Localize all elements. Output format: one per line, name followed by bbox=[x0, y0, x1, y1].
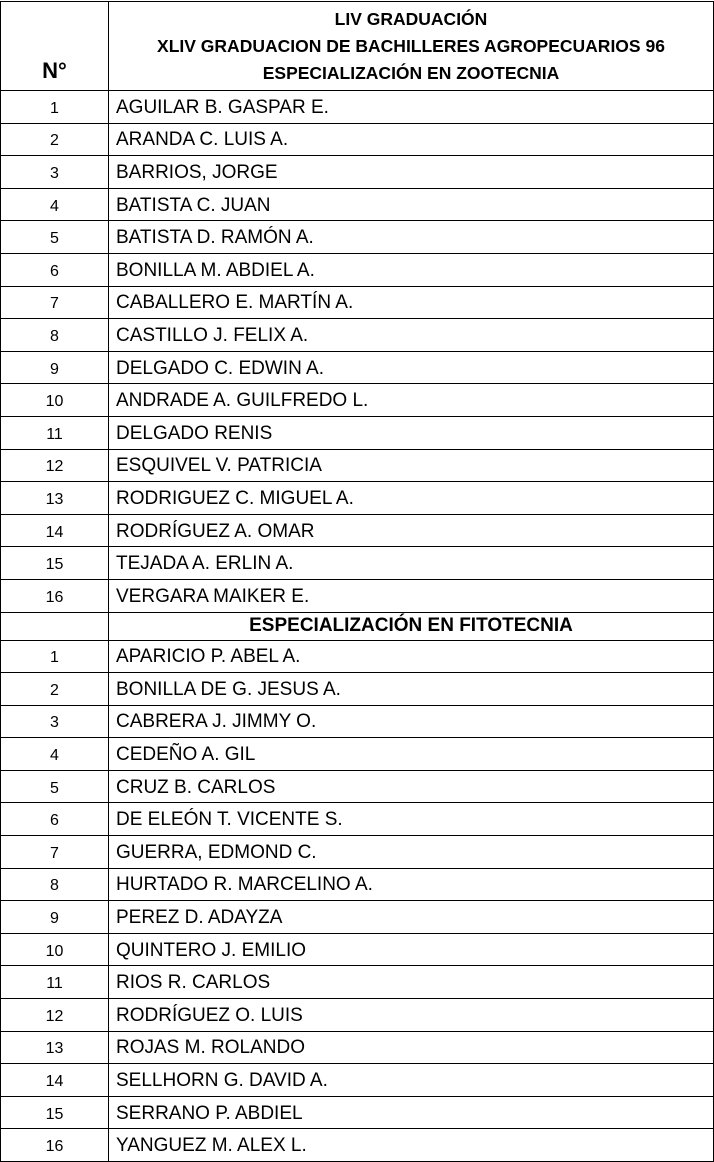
student-row bbox=[1, 384, 714, 417]
student-number: 7 bbox=[1, 836, 109, 869]
student-name: ANDRADE A. GUILFREDO L. bbox=[109, 384, 714, 417]
student-number: 7 bbox=[1, 286, 109, 319]
graduation-table bbox=[0, 1, 714, 1162]
student-name: ROJAS M. ROLANDO bbox=[109, 1031, 714, 1064]
student-row bbox=[1, 933, 714, 966]
student-number: 9 bbox=[1, 351, 109, 384]
student-number: 2 bbox=[1, 123, 109, 156]
section-header-row bbox=[1, 612, 714, 640]
student-row bbox=[1, 1031, 714, 1064]
student-number: 4 bbox=[1, 188, 109, 221]
student-row bbox=[1, 738, 714, 771]
student-number: 5 bbox=[1, 221, 109, 254]
student-row bbox=[1, 999, 714, 1032]
student-row bbox=[1, 91, 714, 124]
student-row bbox=[1, 482, 714, 515]
student-name: RIOS R. CARLOS bbox=[109, 966, 714, 999]
student-name: ARANDA C. LUIS A. bbox=[109, 123, 714, 156]
student-name: CEDEÑO A. GIL bbox=[109, 738, 714, 771]
student-name: TEJADA A. ERLIN A. bbox=[109, 547, 714, 580]
student-name: HURTADO R. MARCELINO A. bbox=[109, 868, 714, 901]
student-name: RODRÍGUEZ A. OMAR bbox=[109, 514, 714, 547]
student-row bbox=[1, 868, 714, 901]
student-row bbox=[1, 319, 714, 352]
student-name: BONILLA M. ABDIEL A. bbox=[109, 253, 714, 286]
student-name: VERGARA MAIKER E. bbox=[109, 579, 714, 612]
student-row bbox=[1, 640, 714, 673]
student-row bbox=[1, 221, 714, 254]
student-number: 15 bbox=[1, 1096, 109, 1129]
title-line-1: LIV GRADUACIÓN bbox=[334, 8, 488, 29]
student-number: 12 bbox=[1, 999, 109, 1032]
student-name: BONILLA DE G. JESUS A. bbox=[109, 673, 714, 706]
student-number: 13 bbox=[1, 1031, 109, 1064]
title-line-2: XLIV GRADUACION DE BACHILLERES AGROPECUARIOS 96 bbox=[157, 35, 665, 56]
student-name: CASTILLO J. FELIX A. bbox=[109, 319, 714, 352]
student-name: SELLHORN G. DAVID A. bbox=[109, 1064, 714, 1097]
table-body bbox=[1, 2, 714, 1162]
student-row bbox=[1, 966, 714, 999]
student-name: PEREZ D. ADAYZA bbox=[109, 901, 714, 934]
student-name: CABRERA J. JIMMY O. bbox=[109, 705, 714, 738]
student-number: 3 bbox=[1, 705, 109, 738]
student-number: 4 bbox=[1, 738, 109, 771]
student-name: GUERRA, EDMOND C. bbox=[109, 836, 714, 869]
student-name: ESQUIVEL V. PATRICIA bbox=[109, 449, 714, 482]
student-number: 15 bbox=[1, 547, 109, 580]
student-name: BATISTA C. JUAN bbox=[109, 188, 714, 221]
student-row bbox=[1, 547, 714, 580]
student-row bbox=[1, 123, 714, 156]
student-number: 12 bbox=[1, 449, 109, 482]
student-number: 11 bbox=[1, 416, 109, 449]
student-name: QUINTERO J. EMILIO bbox=[109, 933, 714, 966]
student-row bbox=[1, 253, 714, 286]
student-name: RODRÍGUEZ O. LUIS bbox=[109, 999, 714, 1032]
student-row bbox=[1, 449, 714, 482]
student-row bbox=[1, 416, 714, 449]
student-name: APARICIO P. ABEL A. bbox=[109, 640, 714, 673]
student-name: BARRIOS, JORGE bbox=[109, 156, 714, 189]
student-number: 1 bbox=[1, 91, 109, 124]
student-row bbox=[1, 770, 714, 803]
section-number-blank bbox=[1, 612, 109, 640]
student-name: AGUILAR B. GASPAR E. bbox=[109, 91, 714, 124]
student-number: 10 bbox=[1, 384, 109, 417]
student-number: 3 bbox=[1, 156, 109, 189]
student-number: 8 bbox=[1, 319, 109, 352]
student-name: DELGADO C. EDWIN A. bbox=[109, 351, 714, 384]
student-row bbox=[1, 286, 714, 319]
student-row bbox=[1, 156, 714, 189]
document-title bbox=[109, 2, 714, 91]
student-row bbox=[1, 836, 714, 869]
student-row bbox=[1, 1064, 714, 1097]
student-number: 1 bbox=[1, 640, 109, 673]
student-number: 5 bbox=[1, 770, 109, 803]
student-number: 6 bbox=[1, 253, 109, 286]
student-name: CRUZ B. CARLOS bbox=[109, 770, 714, 803]
student-row bbox=[1, 1096, 714, 1129]
student-name: BATISTA D. RAMÓN A. bbox=[109, 221, 714, 254]
student-number: 16 bbox=[1, 579, 109, 612]
student-name: YANGUEZ M. ALEX L. bbox=[109, 1129, 714, 1162]
title-line-3: ESPECIALIZACIÓN EN ZOOTECNIA bbox=[262, 62, 560, 83]
student-number: 8 bbox=[1, 868, 109, 901]
student-number: 13 bbox=[1, 482, 109, 515]
student-number: 2 bbox=[1, 673, 109, 706]
student-name: DELGADO RENIS bbox=[109, 416, 714, 449]
student-number: 6 bbox=[1, 803, 109, 836]
student-row bbox=[1, 579, 714, 612]
student-number: 14 bbox=[1, 514, 109, 547]
student-number: 11 bbox=[1, 966, 109, 999]
student-name: DE ELEÓN T. VICENTE S. bbox=[109, 803, 714, 836]
student-number: 16 bbox=[1, 1129, 109, 1162]
number-column-header: N° bbox=[1, 2, 109, 91]
student-number: 9 bbox=[1, 901, 109, 934]
student-row bbox=[1, 901, 714, 934]
student-name: CABALLERO E. MARTÍN A. bbox=[109, 286, 714, 319]
student-row bbox=[1, 188, 714, 221]
student-name: RODRIGUEZ C. MIGUEL A. bbox=[109, 482, 714, 515]
student-row bbox=[1, 803, 714, 836]
student-number: 14 bbox=[1, 1064, 109, 1097]
student-row bbox=[1, 705, 714, 738]
student-row bbox=[1, 351, 714, 384]
student-number: 10 bbox=[1, 933, 109, 966]
section-title-fitotecnia: ESPECIALIZACIÓN EN FITOTECNIA bbox=[109, 612, 714, 640]
student-row bbox=[1, 1129, 714, 1162]
student-row bbox=[1, 673, 714, 706]
header-row bbox=[1, 2, 714, 91]
student-name: SERRANO P. ABDIEL bbox=[109, 1096, 714, 1129]
student-row bbox=[1, 514, 714, 547]
